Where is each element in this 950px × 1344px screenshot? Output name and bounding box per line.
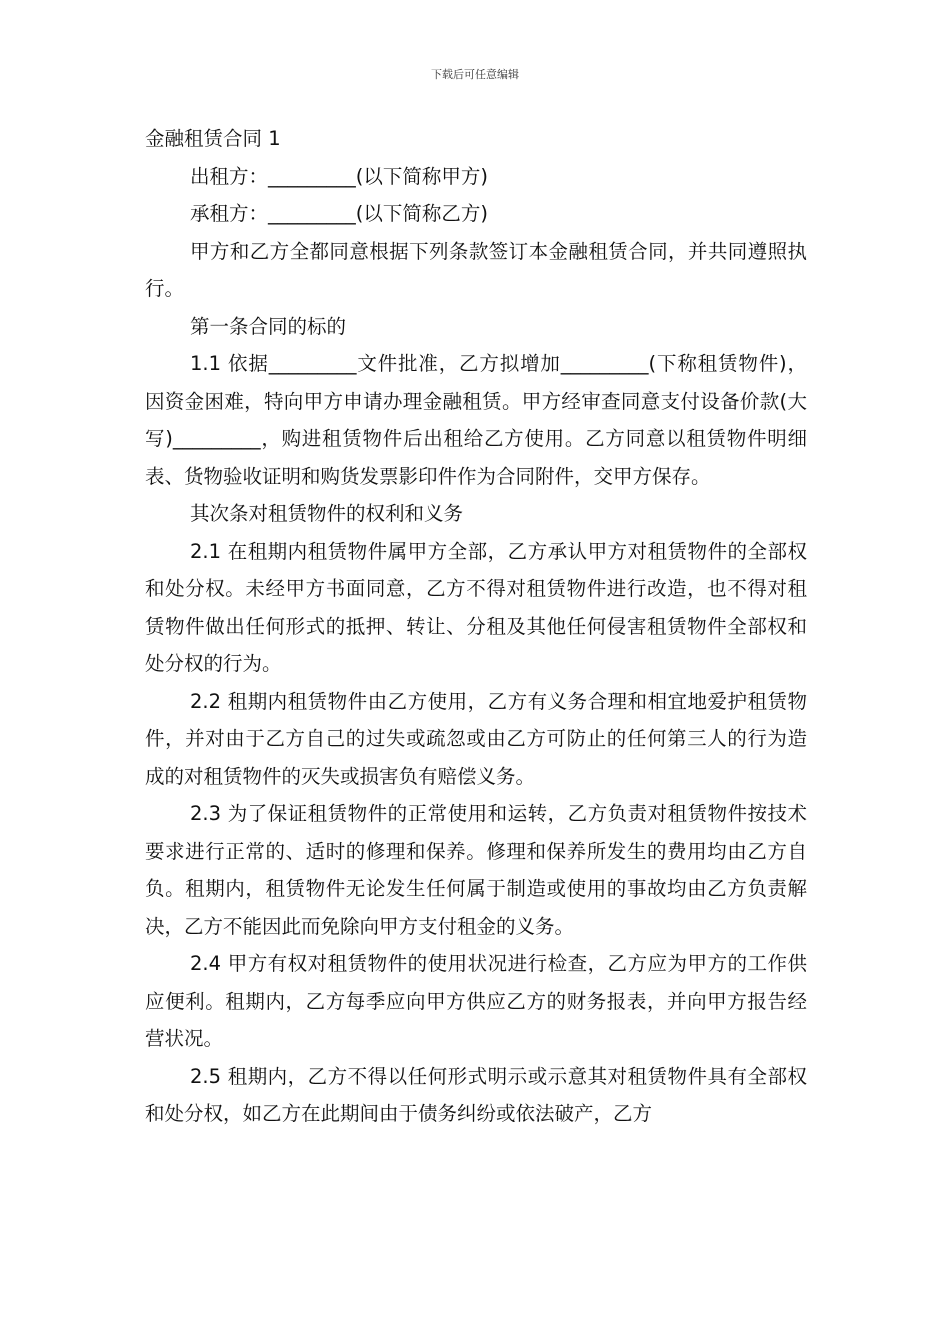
clause-2-3: 2.3 为了保证租赁物件的正常使用和运转，乙方负责对租赁物件按技术要求进行正常的、适时的修理和保养。修理和保养所发生的费用均由乙方自负。租期内，租赁物件无论发生任何属于制造或使用的事故均由乙方负责解决，乙方不能因此而免除向甲方支付租金的义务。 (145, 802, 807, 938)
clause-2-1: 2.1 在租期内租赁物件属甲方全部，乙方承认甲方对租赁物件的全部权和处分权。未经甲方书面同意，乙方不得对租赁物件进行改造，也不得对租赁物件做出任何形式的抵押、转让、分租及其他任何侵害租赁物件全部权和处分权的行为。 (145, 539, 807, 675)
clause-2-5: 2.5 租期内，乙方不得以任何形式明示或示意其对租赁物件具有全部权和处分权，如乙方在此期间由于债务纠纷或依法破产，乙方 (145, 1064, 807, 1125)
lessor-line: 出租方：_________(以下简称甲方) (190, 164, 488, 188)
document-body (145, 120, 807, 1133)
article-2-heading: 其次条对租赁物件的权利和义务 (190, 502, 464, 525)
clause-1-1: 1.1 依据_________文件批准，乙方拟增加_________(下称租赁物件)，因资金困难，特向甲方申请办理金融租赁。甲方经审查同意支付设备价款(大写)_________，购进租赁物件后出租给乙方使用。乙方同意以租赁物件明细表、货物验收证明和购货发票影印件作为合同附件，交甲方保存。 (145, 352, 807, 488)
clause-2-4: 2.4 甲方有权对租赁物件的使用状况进行检查，乙方应为甲方的工作供应便利。租期内，乙方每季应向甲方供应乙方的财务报表，并向甲方报告经营状况。 (145, 952, 807, 1050)
document-title: 金融租赁合同 1 (145, 127, 281, 150)
lessee-line: 承租方：_________(以下简称乙方) (190, 202, 488, 225)
clause-2-2: 2.2 租期内租赁物件由乙方使用，乙方有义务合理和相宜地爱护租赁物件，并对由于乙方自己的过失或疏忽或由乙方可防止的任何第三人的行为造成的对租赁物件的灭失或损害负有赔偿义务。 (145, 689, 807, 788)
article-1-heading: 第一条合同的标的 (190, 314, 347, 338)
page-header: 下载后可任意编辑 (431, 68, 519, 81)
preamble-paragraph: 甲方和乙方全都同意根据下列条款签订本金融租赁合同，并共同遵照执行。 (145, 239, 807, 300)
